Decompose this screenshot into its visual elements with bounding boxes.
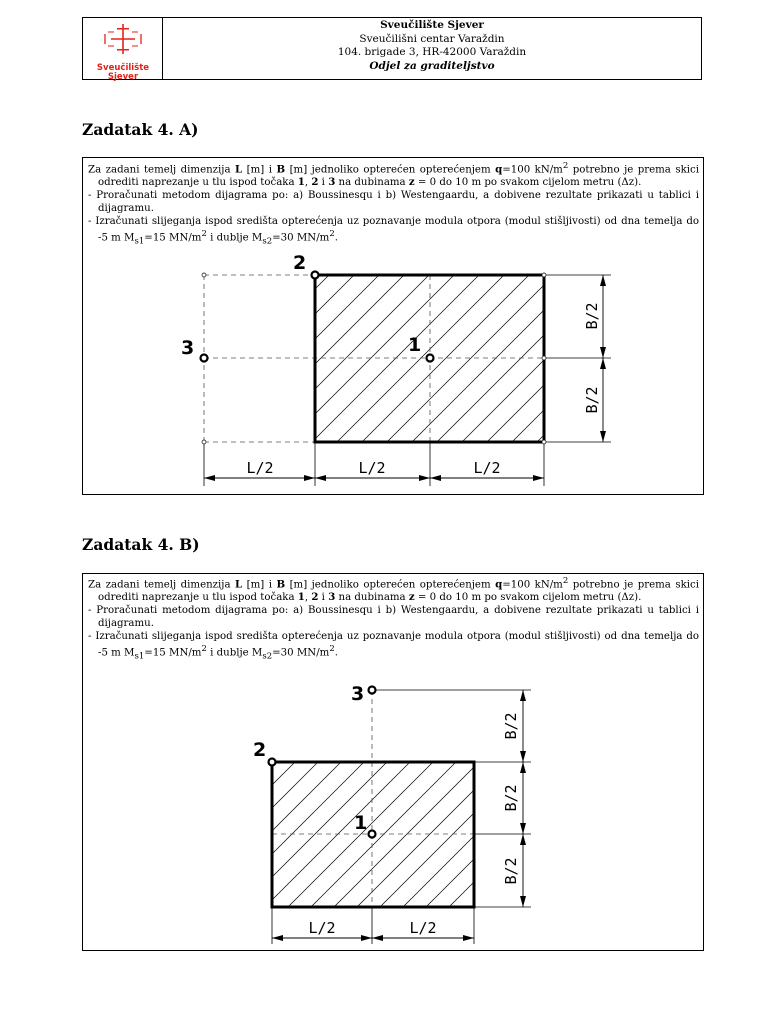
task-a-extension-lines bbox=[204, 275, 611, 486]
task-a-point-3-marker bbox=[201, 355, 208, 362]
task-b-dim-b2-middle: B/2 bbox=[502, 784, 520, 812]
task-a-dimension-arrows bbox=[204, 275, 606, 481]
task-a-dim-b2-top: B/2 bbox=[583, 302, 601, 330]
task-b-point-3-marker bbox=[369, 687, 376, 694]
task-a-box bbox=[82, 157, 704, 495]
task-a-dim-l2-left: L/2 bbox=[246, 459, 274, 477]
task-b-dim-l2-left: L/2 bbox=[308, 919, 336, 937]
task-a-paragraph-1: Za zadani temelj dimenzija L [m] i B [m] jednoliko opterećen opterećenjem q=100 $kN/m^2$ potrebno je prema skici odrediti naprezanje u tlu ispod točaka 1, 2 i 3 na dubinama z = 0 do 10 m po svakom cijelom metru (Δz). bbox=[88, 161, 699, 189]
task-b-paragraph-1: Za zadani temelj dimenzija L [m] i B [m] jednoliko opterećen opterećenjem q=100 $kN/m^2$ potrebno je prema skici odrediti naprezanje u tlu ispod točaka 1, 2 i 3 na dubinama z = 0 do 10 m po svakom cijelom metru (Δz). bbox=[88, 576, 699, 604]
task-a-dim-l2-mid: L/2 bbox=[358, 459, 386, 477]
task-b-point-2-marker bbox=[269, 759, 276, 766]
task-b-point-1-label: 1 bbox=[354, 812, 368, 834]
task-b-dim-b2-bottom: B/2 bbox=[502, 857, 520, 885]
task-a-paragraph-2: - Proračunati metodom dijagrama po: a) Boussinesqu i b) Westengaardu, a dobivene rezultate prikazati u tablici i dijagramu. bbox=[88, 190, 699, 215]
logo-text-line2: Sjever bbox=[107, 72, 139, 82]
task-b-diagram bbox=[83, 574, 703, 950]
task-a-point-2-marker bbox=[312, 272, 319, 279]
task-b-box bbox=[82, 573, 704, 951]
task-b-dimension-lines bbox=[272, 690, 523, 938]
header-text bbox=[163, 19, 701, 73]
task-b-dashed-lines bbox=[272, 690, 474, 907]
task-b-dim-b2-top: B/2 bbox=[502, 712, 520, 740]
task-a-dim-l2-right: L/2 bbox=[473, 459, 501, 477]
task-a-paragraph-3: - Izračunati slijeganja ispod središta opterećenja uz poznavanje modula otpora (modul stišljivosti) od dna temelja do -5 m $M_{s1}=15$ $MN/m^2$ i dublje $M_{s2}=30$ $MN/m^2$. bbox=[88, 216, 699, 247]
task-b-point-1-marker bbox=[369, 831, 376, 838]
task-a-point-3-label: 3 bbox=[181, 337, 195, 359]
task-b-paragraph-3: - Izračunati slijeganja ispod središta opterećenja uz poznavanje modula otpora (modul stišljivosti) od dna temelja do -5 m $M_{s1}=15$ $MN/m^2$ i dublje $M_{s2}=30$ $MN/m^2$. bbox=[88, 631, 699, 662]
document-header bbox=[82, 17, 702, 80]
task-b-title: Zadatak 4. B) bbox=[82, 535, 200, 554]
logo-text-line1: Sveučilište bbox=[96, 63, 150, 73]
task-a-title: Zadatak 4. A) bbox=[82, 120, 199, 139]
task-a-diagram bbox=[83, 158, 703, 494]
task-a-dashed-lines bbox=[204, 275, 544, 442]
address: 104. brigade 3, HR-42000 Varaždin bbox=[337, 46, 527, 58]
task-a-point-2-label: 2 bbox=[293, 252, 307, 274]
university-name: Sveučilište Sjever bbox=[380, 19, 484, 31]
task-a-dim-b2-bottom: B/2 bbox=[583, 386, 601, 414]
task-b-paragraph-2: - Proračunati metodom dijagrama po: a) Boussinesqu i b) Westengaardu, a dobivene rezultate prikazati u tablici i dijagramu. bbox=[88, 605, 699, 630]
task-a-point-1-label: 1 bbox=[408, 334, 422, 356]
task-b-point-2-label: 2 bbox=[253, 739, 267, 761]
task-a-point-1-marker bbox=[427, 355, 434, 362]
task-b-point-3-label: 3 bbox=[351, 683, 365, 705]
department-name: Odjel za graditeljstvo bbox=[369, 59, 495, 72]
task-a-corner-markers bbox=[202, 273, 546, 444]
center-name: Sveučilišni centar Varaždin bbox=[359, 32, 505, 45]
task-a-points bbox=[201, 272, 434, 362]
task-b-dim-l2-right: L/2 bbox=[409, 919, 437, 937]
university-logo bbox=[83, 18, 163, 82]
